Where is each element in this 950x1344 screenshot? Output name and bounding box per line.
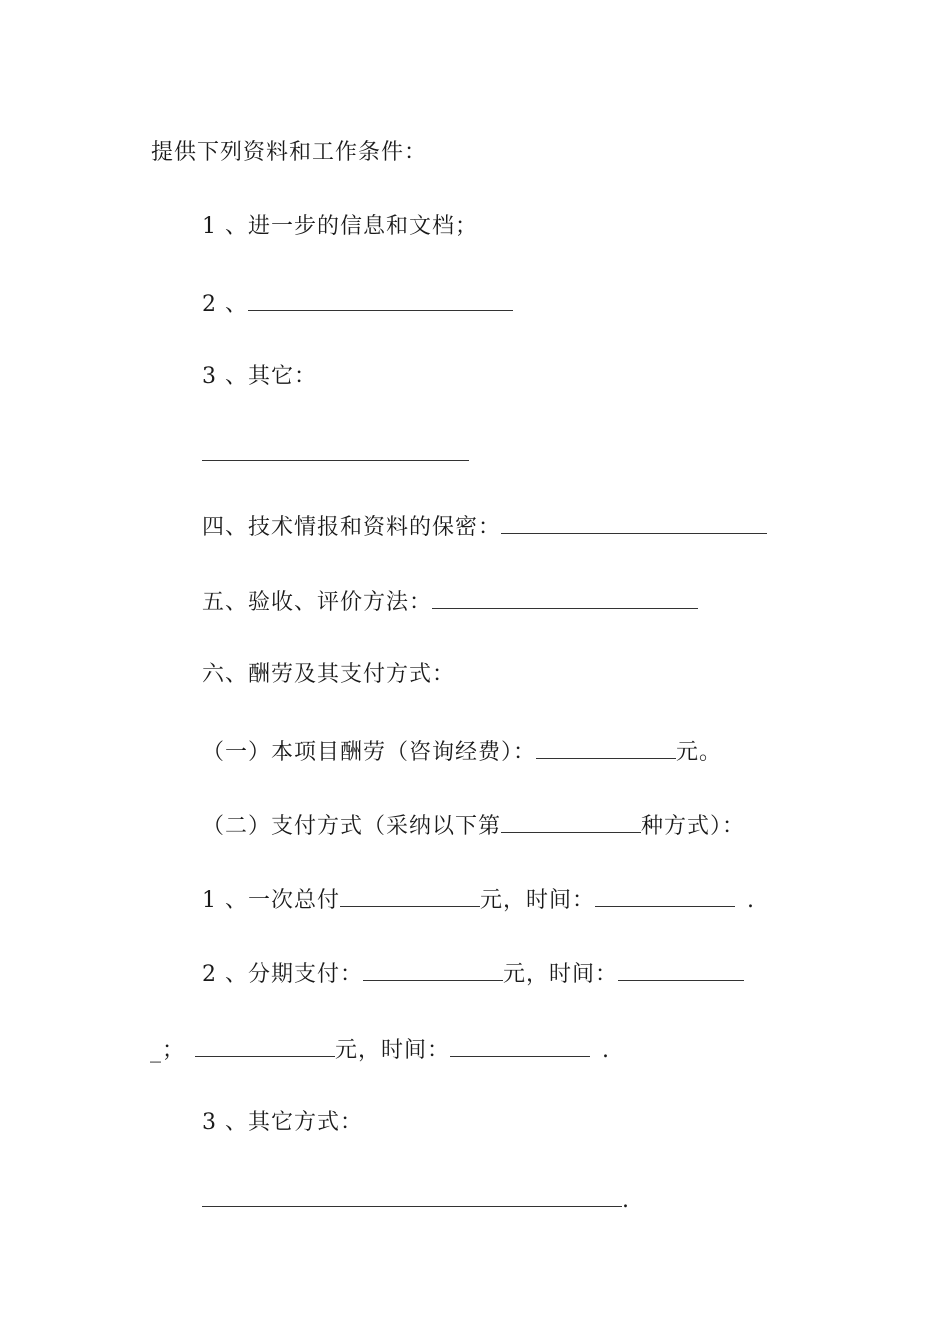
- payment-2-cont-end: .: [602, 1038, 611, 1063]
- item-1-text: 1 、进一步的信息和文档；: [202, 214, 478, 239]
- payment-3-text: 3 、其它方式：: [202, 1110, 363, 1135]
- sub-1-blank: [536, 736, 676, 759]
- sub-1: [202, 736, 722, 768]
- item-2-blank: [248, 288, 513, 311]
- sub-2: [202, 810, 745, 842]
- final-blank: [202, 1184, 622, 1207]
- section-4: [202, 511, 767, 543]
- sub-1-prefix: （一）本项目酬劳（咨询经费）：: [202, 740, 537, 765]
- payment-1: [202, 884, 755, 916]
- payment-2-cont-mid: 元，时间：: [335, 1038, 451, 1063]
- item-1: [202, 212, 478, 242]
- payment-2-cont-time-blank: [450, 1034, 590, 1057]
- payment-2-continued: [150, 1034, 610, 1066]
- section-5-blank: [432, 586, 698, 609]
- item-3: [202, 362, 317, 392]
- section-6: [202, 660, 455, 690]
- payment-1-end: .: [747, 888, 756, 913]
- item-2-prefix: 2 、: [202, 292, 248, 317]
- payment-2: [202, 958, 744, 990]
- item-2: [202, 288, 513, 320]
- section-5: [202, 586, 698, 618]
- sub-2-blank: [501, 810, 641, 833]
- payment-1-amount-blank: [340, 884, 480, 907]
- sub-1-suffix: 元。: [676, 740, 723, 765]
- payment-2-cont-amount-blank: [195, 1034, 335, 1057]
- payment-2-prefix: 2 、分期支付：: [202, 962, 363, 987]
- payment-3: [202, 1108, 363, 1138]
- section-4-blank: [501, 511, 767, 534]
- intro-text: 提供下列资料和工作条件：: [151, 140, 428, 165]
- section-5-text: 五、验收、评价方法：: [202, 590, 433, 615]
- intro-line: [151, 138, 427, 168]
- sub-2-prefix: （二）支付方式（采纳以下第: [202, 814, 502, 839]
- payment-1-mid: 元，时间：: [480, 888, 596, 913]
- final-blank-line: [202, 1184, 630, 1216]
- final-end: .: [622, 1188, 630, 1213]
- payment-1-prefix: 1 、一次总付: [202, 888, 340, 913]
- payment-2-mid: 元，时间：: [503, 962, 619, 987]
- payment-1-time-blank: [595, 884, 735, 907]
- payment-2-time-blank: [618, 958, 744, 981]
- sub-2-suffix: 种方式）：: [641, 814, 746, 839]
- payment-2-amount-blank: [363, 958, 503, 981]
- payment-2-cont-start: _；: [150, 1038, 186, 1063]
- item-3-text: 3 、其它：: [202, 364, 317, 389]
- item-3-blank: [202, 460, 469, 461]
- section-4-text: 四、技术情报和资料的保密：: [202, 515, 502, 540]
- section-6-text: 六、酬劳及其支付方式：: [202, 662, 456, 687]
